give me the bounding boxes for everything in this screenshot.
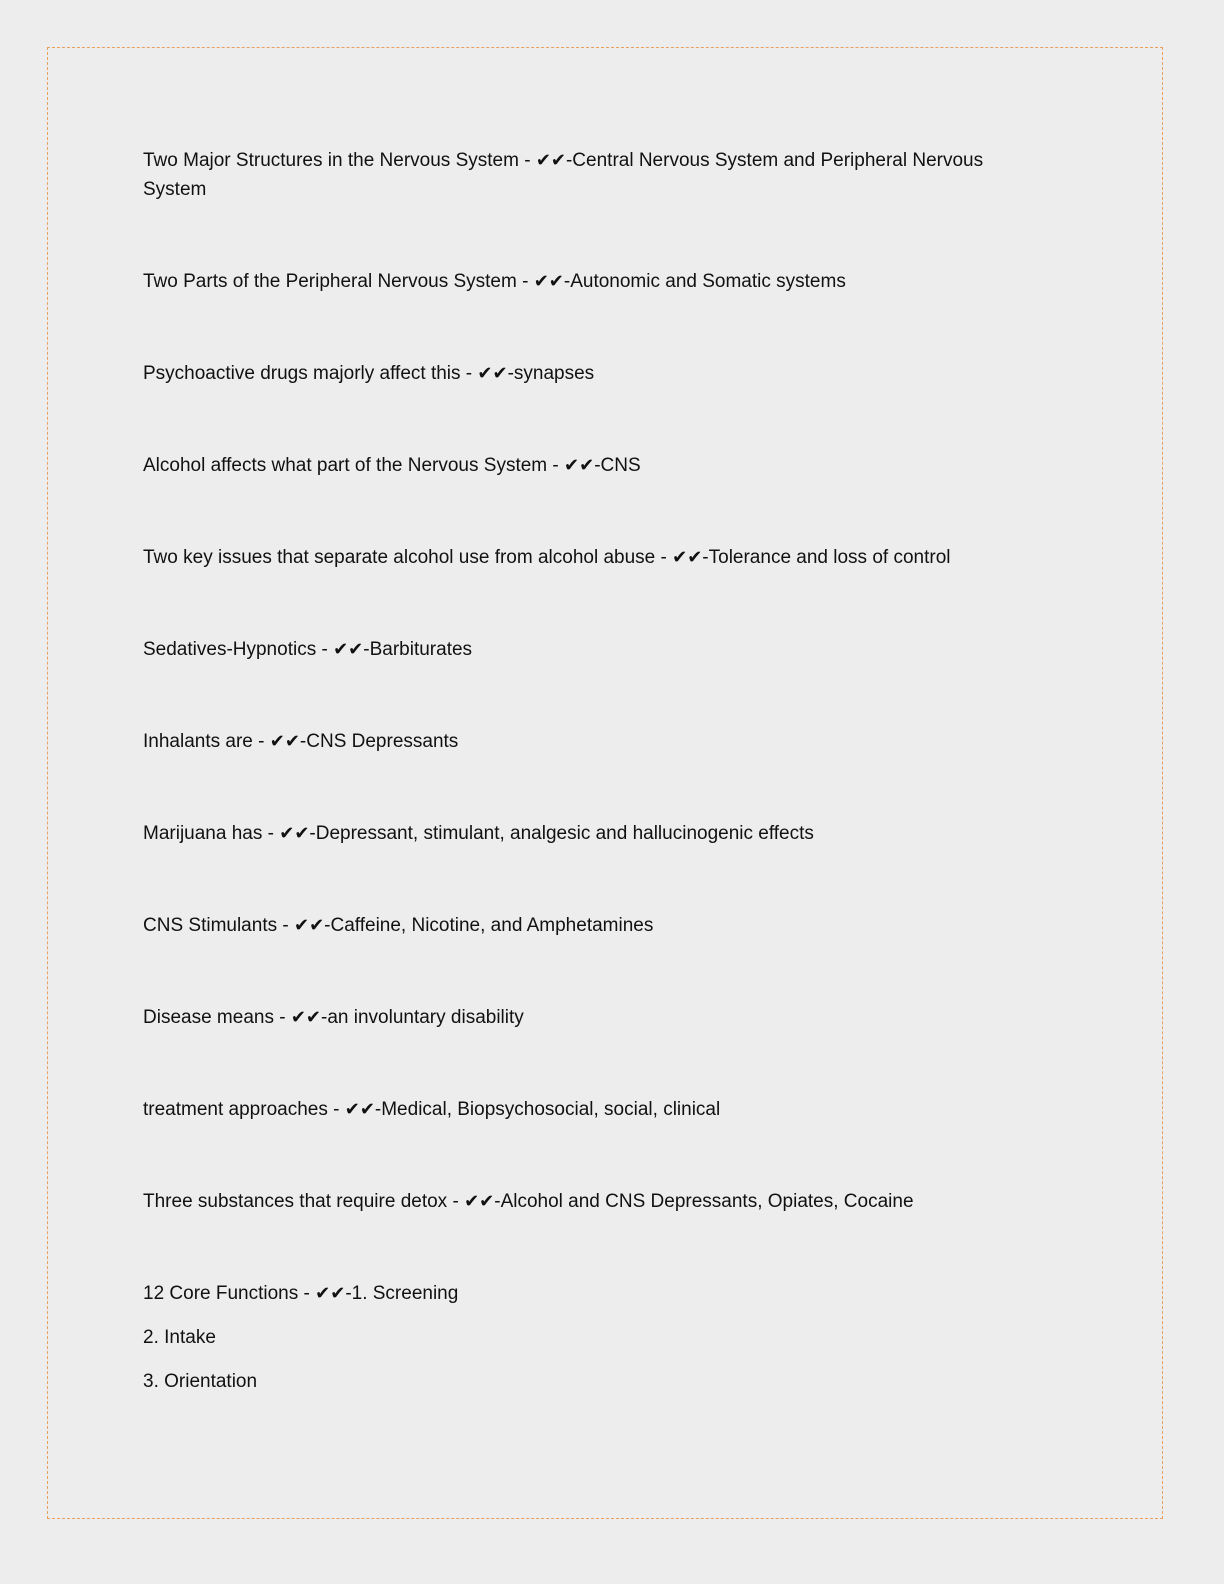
- qa-answer: -Medical, Biopsychosocial, social, clinical: [374, 1099, 721, 1120]
- qa-item: [143, 911, 1043, 940]
- qa-term: Two Parts of the Peripheral Nervous System: [143, 271, 517, 292]
- qa-item: [143, 1187, 1043, 1216]
- continuation-line: 2. Intake: [143, 1327, 216, 1348]
- double-check-icon: ✔✔: [564, 455, 595, 476]
- qa-term: Sedatives-Hypnotics: [143, 639, 317, 660]
- qa-answer: -synapses: [507, 363, 595, 384]
- double-check-icon: ✔✔: [533, 271, 564, 292]
- qa-term: Three substances that require detox: [143, 1191, 448, 1212]
- qa-item: [143, 1003, 1043, 1032]
- qa-answer: -Alcohol and CNS Depressants, Opiates, Cocaine: [494, 1191, 914, 1212]
- qa-answer: -CNS: [594, 455, 641, 476]
- qa-separator: -: [262, 823, 280, 844]
- qa-item: [143, 1095, 1043, 1124]
- qa-separator: -: [655, 547, 673, 568]
- qa-answer: -Caffeine, Nicotine, and Amphetamines: [324, 915, 654, 936]
- qa-separator: -: [327, 1099, 345, 1120]
- qa-term: 12 Core Functions: [143, 1283, 299, 1304]
- qa-separator: -: [518, 150, 536, 171]
- double-check-icon: ✔✔: [290, 1007, 322, 1028]
- double-check-icon: ✔✔: [279, 823, 310, 844]
- qa-separator: -: [447, 1191, 465, 1212]
- document-body: [143, 146, 1043, 1411]
- qa-answer: -Tolerance and loss of control: [702, 547, 951, 568]
- qa-item: [143, 1279, 1043, 1308]
- qa-term: Disease means: [143, 1007, 274, 1028]
- qa-item: [143, 635, 1043, 664]
- qa-separator: -: [460, 363, 478, 384]
- continuation-line: 3. Orientation: [143, 1371, 258, 1392]
- qa-answer: -Barbiturates: [363, 639, 473, 660]
- qa-term: Psychoactive drugs majorly affect this: [143, 363, 461, 384]
- qa-term: Two Major Structures in the Nervous System: [143, 150, 519, 171]
- double-check-icon: ✔✔: [333, 639, 364, 660]
- qa-item: [143, 819, 1043, 848]
- double-check-icon: ✔✔: [294, 915, 325, 936]
- qa-answer: -Depressant, stimulant, analgesic and hallucinogenic effects: [309, 823, 814, 844]
- double-check-icon: ✔✔: [344, 1099, 375, 1120]
- qa-separator: -: [252, 731, 270, 752]
- qa-item: [143, 451, 1043, 480]
- double-check-icon: ✔✔: [672, 547, 703, 568]
- qa-item: [143, 727, 1043, 756]
- qa-term: Two key issues that separate alcohol use from alcohol abuse: [143, 547, 656, 568]
- qa-answer: -1. Screening: [345, 1283, 459, 1304]
- double-check-icon: ✔✔: [464, 1191, 495, 1212]
- qa-term: CNS Stimulants: [143, 915, 278, 936]
- qa-separator: -: [547, 455, 565, 476]
- qa-answer: -Central Nervous System and Peripheral Nervous System: [143, 150, 984, 200]
- qa-separator: -: [298, 1283, 316, 1304]
- qa-term: treatment approaches: [143, 1099, 328, 1120]
- double-check-icon: ✔✔: [269, 731, 300, 752]
- qa-item: [143, 146, 1043, 204]
- qa-term: Inhalants are: [143, 731, 253, 752]
- qa-separator: -: [516, 271, 534, 292]
- qa-term: Marijuana has: [143, 823, 263, 844]
- qa-separator: -: [316, 639, 334, 660]
- double-check-icon: ✔✔: [535, 150, 566, 171]
- qa-answer: -CNS Depressants: [299, 731, 459, 752]
- qa-item: [143, 267, 1043, 296]
- double-check-icon: ✔✔: [477, 363, 508, 384]
- qa-item: [143, 359, 1043, 388]
- qa-answer: -Autonomic and Somatic systems: [563, 271, 846, 292]
- qa-item: [143, 543, 1043, 572]
- qa-answer: -an involuntary disability: [321, 1007, 524, 1028]
- double-check-icon: ✔✔: [315, 1283, 346, 1304]
- qa-separator: -: [277, 915, 294, 936]
- qa-separator: -: [273, 1007, 291, 1028]
- qa-term: Alcohol affects what part of the Nervous System: [143, 455, 548, 476]
